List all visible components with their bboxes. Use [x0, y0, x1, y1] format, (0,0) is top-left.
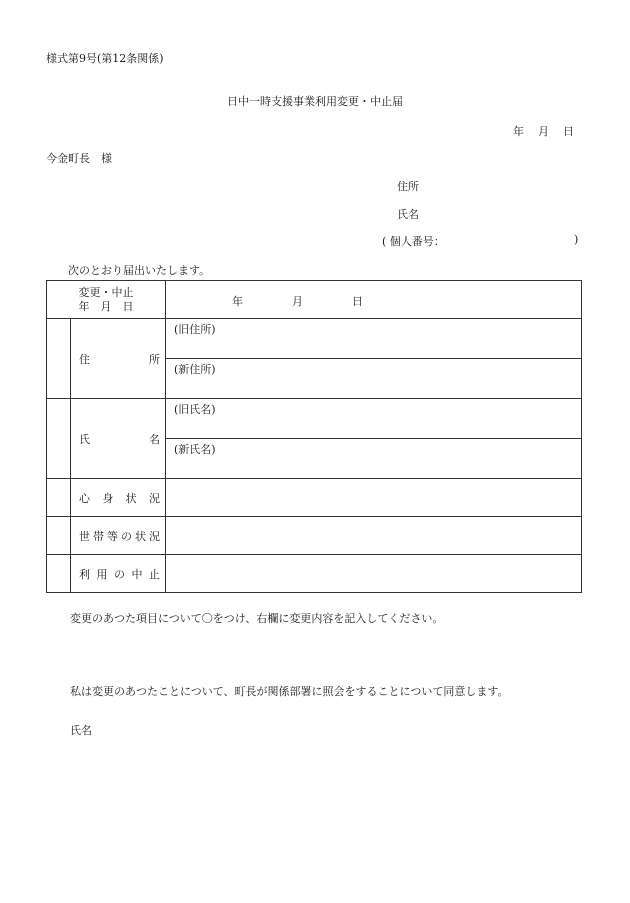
old-address-label: (旧住所)	[174, 323, 216, 336]
change-date-field[interactable]	[166, 281, 582, 319]
discontinue-field[interactable]	[166, 555, 582, 593]
new-address-label: (新住所)	[174, 363, 216, 376]
address-label-b: 所	[149, 352, 160, 366]
condition-field[interactable]	[166, 479, 582, 517]
condition-char: 況	[148, 491, 160, 505]
discontinue-label	[71, 555, 166, 593]
my-number-field[interactable]	[382, 233, 582, 249]
header-day: 日	[352, 295, 363, 308]
address-label-a: 住	[79, 352, 90, 366]
condition-circle-cell[interactable]	[47, 479, 71, 517]
header-label-line1: 変更・中止	[78, 285, 134, 299]
my-number-label: ( 個人番号：	[382, 235, 445, 248]
instruction-note: 変更のあつた項目について〇をつけ、右欄に変更内容を記入してください。	[70, 612, 444, 625]
condition-char: 身	[102, 491, 114, 505]
household-label	[71, 517, 166, 555]
condition-char: 心	[79, 491, 90, 505]
household-circle-cell[interactable]	[47, 517, 71, 555]
form-title: 日中一時支援事業利用変更・中止届	[227, 95, 403, 108]
discontinue-char: 利	[79, 567, 90, 581]
address-circle-cell[interactable]	[47, 319, 71, 399]
consent-name-label: 氏名	[70, 724, 92, 737]
submission-date	[513, 123, 574, 139]
my-number-close-paren: )	[574, 233, 579, 246]
household-char: 世	[79, 529, 90, 543]
name-label-a: 氏	[79, 432, 90, 446]
household-char: 等	[107, 529, 118, 543]
household-char: 状	[135, 529, 146, 543]
condition-char: 状	[125, 491, 137, 505]
header-label-line2: 年 月 日	[78, 299, 134, 313]
date-year: 年	[513, 125, 524, 138]
new-address-field[interactable]	[166, 359, 582, 399]
name-circle-cell[interactable]	[47, 399, 71, 479]
old-address-field[interactable]	[166, 319, 582, 359]
condition-label	[71, 479, 166, 517]
name-label	[71, 399, 166, 479]
discontinue-circle-cell[interactable]	[47, 555, 71, 593]
intro-text: 次のとおり届出いたします。	[68, 264, 211, 277]
change-form-table	[46, 280, 582, 593]
address-label	[71, 319, 166, 399]
header-year: 年	[232, 295, 243, 308]
discontinue-char: の	[114, 567, 125, 581]
old-name-label: (旧氏名)	[174, 403, 216, 416]
change-date-header	[47, 281, 166, 319]
discontinue-char: 中	[131, 567, 143, 581]
name-label-b: 名	[149, 432, 160, 446]
discontinue-char: 用	[96, 567, 108, 581]
household-char: 帯	[93, 529, 104, 543]
household-char: の	[121, 529, 132, 543]
date-month: 月	[538, 125, 549, 138]
applicant-name-label: 氏名	[397, 208, 419, 221]
old-name-field[interactable]	[166, 399, 582, 439]
consent-statement: 私は変更のあつたことについて、町長が関係部署に照会をすることについて同意します。	[70, 685, 509, 698]
new-name-label: (新氏名)	[174, 443, 216, 456]
household-char: 況	[149, 529, 160, 543]
date-day: 日	[563, 125, 574, 138]
household-field[interactable]	[166, 517, 582, 555]
new-name-field[interactable]	[166, 439, 582, 479]
addressee: 今金町長 様	[46, 152, 112, 165]
applicant-address-label: 住所	[397, 180, 419, 193]
discontinue-char: 止	[149, 567, 160, 581]
header-month: 月	[292, 295, 303, 308]
form-number-label: 様式第9号(第12条関係)	[46, 52, 164, 65]
